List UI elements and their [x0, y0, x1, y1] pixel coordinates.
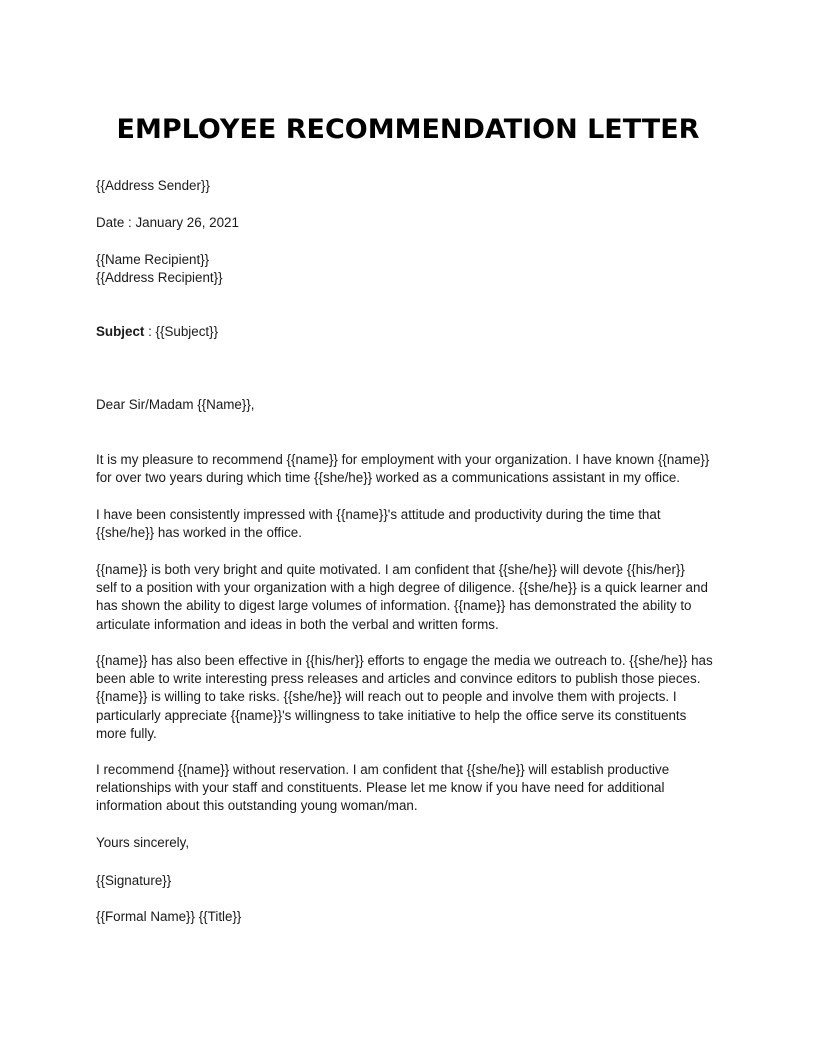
salutation [96, 396, 722, 414]
closing [96, 834, 722, 852]
paragraph-3 [96, 561, 722, 634]
paragraph-1 [96, 451, 722, 487]
paragraph-5 [96, 761, 722, 816]
paragraph-line: relationships with your staff and constituents. Please let me know if you have need for additional [96, 780, 665, 796]
subject-value: : {{Subject}} [144, 324, 219, 339]
address-sender-text: {{Address Sender}} [96, 178, 210, 193]
paragraph-line: more fully. [96, 725, 157, 741]
paragraph-line: It is my pleasure to recommend {{name}} for employment with your organization. I have known {{name}} [96, 452, 710, 467]
paragraph-line: particularly appreciate {{name}}'s willingness to take initiative to help the office serve its constituents [96, 707, 687, 723]
date-text: Date : January 26, 2021 [96, 215, 239, 230]
recipient-block [96, 251, 722, 287]
address-sender [96, 177, 722, 195]
paragraph-line: for over two years during which time {{she/he}} worked as a communications assistant in my office. [96, 470, 681, 486]
salutation-text: Dear Sir/Madam {{Name}}, [96, 397, 255, 412]
paragraph-line: has shown the ability to digest large volumes of information. {{name}} has demonstrated the ability to [96, 598, 692, 614]
signature [96, 872, 722, 890]
signature-text: {{Signature}} [96, 873, 172, 888]
paragraph-line: self to a position with your organization with a high degree of diligence. {{she/he}} is a quick learner and [96, 580, 708, 596]
paragraph-line: been able to write interesting press releases and articles and convince editors to publish those pieces. [96, 671, 701, 687]
formal-name-title-text: {{Formal Name}} {{Title}} [96, 909, 242, 924]
subject-line [96, 323, 722, 341]
paragraph-4 [96, 652, 722, 743]
paragraph-line: {{name}} has also been effective in {{his/her}} efforts to engage the media we outreach to. {{she/he}} has [96, 653, 713, 668]
paragraph-line: I have been consistently impressed with {{name}}'s attitude and productivity during the time that [96, 507, 661, 522]
name-recipient: {{Name Recipient}} [96, 252, 210, 267]
document-title: EMPLOYEE RECOMMENDATION LETTER [116, 114, 700, 145]
paragraph-line: articulate information and ideas in both the verbal and written forms. [96, 616, 499, 632]
paragraph-line: information about this outstanding young woman/man. [96, 798, 418, 814]
formal-name-title [96, 908, 722, 926]
paragraph-line: {{she/he}} has worked in the office. [96, 525, 302, 541]
date-line [96, 214, 722, 232]
address-recipient: {{Address Recipient}} [96, 270, 223, 286]
paragraph-line: {{name}} is both very bright and quite motivated. I am confident that {{she/he}} will devote {{his/her}} [96, 562, 685, 577]
paragraph-2 [96, 506, 722, 542]
closing-text: Yours sincerely, [96, 835, 190, 850]
subject-label: Subject [96, 324, 145, 339]
paragraph-line: I recommend {{name}} without reservation. I am confident that {{she/he}} will establish productive [96, 762, 670, 777]
paragraph-line: {{name}} is willing to take risks. {{she/he}} will reach out to people and involve them with projects. I [96, 689, 677, 705]
